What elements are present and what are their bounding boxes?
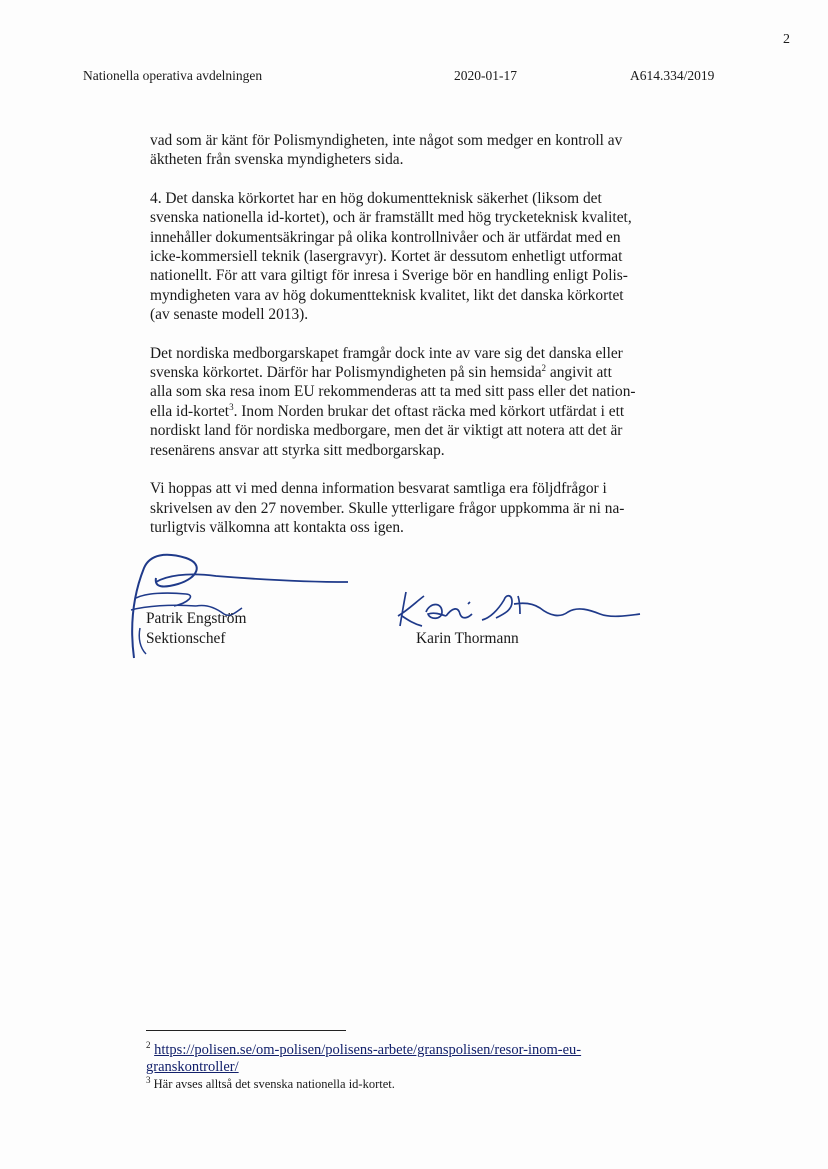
footnote-link-continued[interactable]: granskontroller/	[146, 1059, 239, 1075]
text-line: turligtvis välkomna att kontakta oss igen.	[150, 518, 404, 536]
text-segment: svenska körkortet. Därför har Polismyndigheten på sin hemsida	[150, 364, 542, 382]
text-line: vad som är känt för Polismyndigheten, inte något som medger en kontroll av	[150, 132, 623, 149]
text-line: innehåller dokumentsäkringar på olika kontrollnivåer och är utfärdat med en	[150, 228, 621, 246]
text-line: myndigheten vara av hög dokumentteknisk kvalitet, likt det danska körkortet	[150, 286, 624, 304]
paragraph-2	[150, 189, 665, 325]
footnote-3-content: Här avses alltså det svenska nationella id-kortet.	[153, 1077, 395, 1091]
text-line: alla som ska resa inom EU rekommenderas att ta med sitt pass eller det nation-	[150, 383, 636, 401]
header-date: 2020-01-17	[454, 68, 517, 83]
footnote-mark-3: 3	[146, 1074, 151, 1085]
text-line: äktheten från svenska myndigheters sida.	[150, 151, 404, 169]
header-reference: A614.334/2019	[630, 68, 715, 83]
footnote-ref-3[interactable]: 3	[229, 401, 234, 412]
footnote-link[interactable]: https://polisen.se/om-polisen/polisens-arbete/granspolisen/resor-inom-eu-	[154, 1042, 582, 1058]
signatory-name-right: Karin Thormann	[416, 630, 519, 647]
text-line: (av senaste modell 2013).	[150, 306, 309, 324]
letter-body	[150, 131, 665, 556]
text-segment: . Inom Norden brukar det oftast räcka med körkort utfärdat i ett	[233, 402, 625, 420]
text-line: nationellt. För att vara giltigt för inresa i Sverige bör en handling enligt Polis-	[150, 267, 628, 285]
text-line: Det nordiska medborgarskapet framgår dock inte av vare sig det danska eller	[150, 344, 623, 362]
text-line: skrivelsen av den 27 november. Skulle ytterligare frågor uppkomma är ni na-	[150, 499, 625, 517]
header-department: Nationella operativa avdelningen	[83, 68, 263, 83]
text-line: resenärens ansvar att styrka sitt medborgarskap.	[150, 441, 445, 459]
footnote-2	[146, 1042, 686, 1076]
footnote-divider	[146, 1030, 346, 1031]
text-line: 4. Det danska körkortet har en hög dokumentteknisk säkerhet (liksom det	[150, 189, 602, 207]
signatory-name-left: Patrik Engström	[146, 610, 247, 627]
footnotes	[146, 1042, 686, 1093]
footnote-3-text	[146, 1076, 686, 1093]
paragraph-1	[150, 131, 665, 170]
text-segment: angivit att	[546, 364, 612, 382]
text-line	[150, 363, 665, 382]
text-line: Vi hoppas att vi med denna information besvarat samtliga era följdfrågor i	[150, 480, 607, 498]
paragraph-3	[150, 344, 665, 460]
text-line: svenska nationella id-kortet), och är framställt med hög trycketeknisk kvalitet,	[150, 209, 632, 227]
signatory-title-left: Sektionschef	[146, 630, 226, 647]
footnote-ref-2[interactable]: 2	[541, 362, 547, 373]
paragraph-4	[150, 479, 665, 537]
text-line: nordiskt land för nordiska medborgare, men det är viktigt att notera att det är	[150, 422, 623, 440]
text-segment: ella id-kortet	[150, 402, 230, 420]
signature-karin-thormann	[394, 588, 644, 636]
footnote-mark-2: 2	[146, 1040, 151, 1051]
footnote-3	[146, 1076, 686, 1093]
page-number: 2	[783, 32, 790, 47]
text-line: icke-kommersiell teknik (lasergravyr). Kortet är dessutom enhetligt utformat	[150, 248, 623, 266]
text-line	[150, 402, 665, 421]
